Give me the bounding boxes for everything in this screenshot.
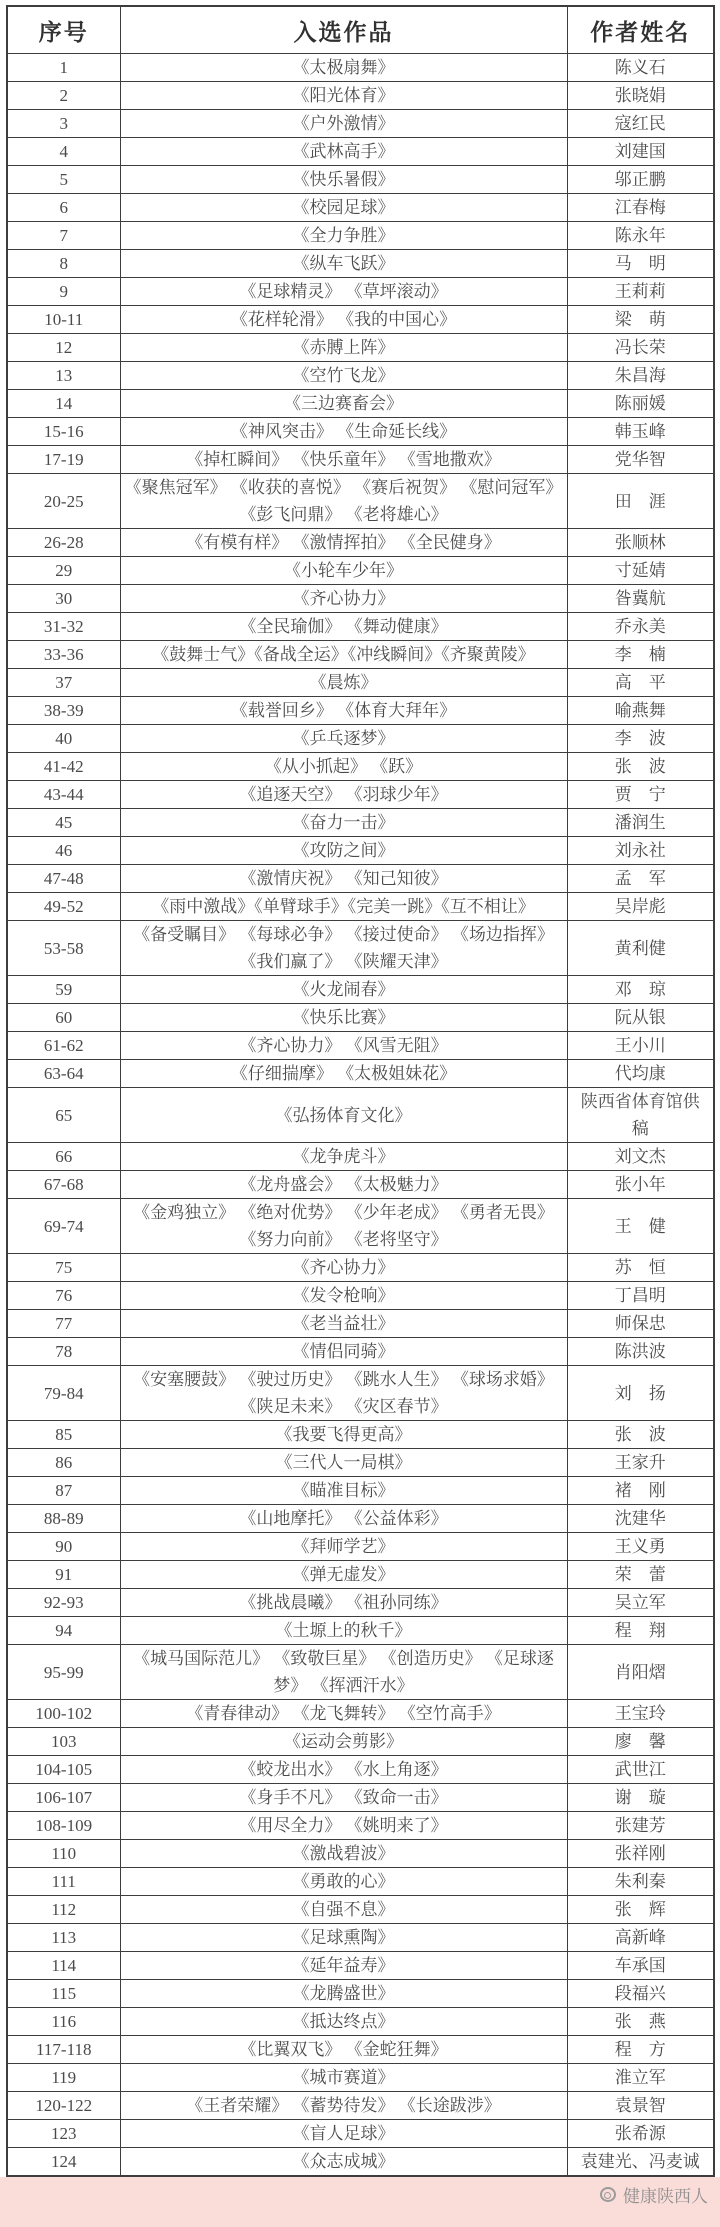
table-row	[7, 1868, 714, 1896]
table-row	[7, 1449, 714, 1477]
cell-no: 41-42	[7, 753, 120, 781]
cell-works: 《雨中激战》《单臂球手》《完美一跳》《互不相让》	[120, 893, 567, 921]
cell-works: 《足球熏陶》	[120, 1924, 567, 1952]
cell-works: 《有模有样》 《激情挥拍》 《全民健身》	[120, 529, 567, 557]
cell-no: 95-99	[7, 1645, 120, 1700]
cell-no: 9	[7, 278, 120, 306]
cell-author: 肖阳熠	[567, 1645, 714, 1700]
table-row	[7, 1199, 714, 1254]
cell-works: 《弹无虚发》	[120, 1561, 567, 1589]
cell-no: 45	[7, 809, 120, 837]
cell-no: 114	[7, 1952, 120, 1980]
table-row	[7, 1338, 714, 1366]
cell-no: 17-19	[7, 446, 120, 474]
cell-works: 《三边赛畜会》	[120, 390, 567, 418]
cell-works: 《激情庆祝》 《知己知彼》	[120, 865, 567, 893]
cell-no: 103	[7, 1728, 120, 1756]
cell-works: 《快乐暑假》	[120, 166, 567, 194]
table-row	[7, 2120, 714, 2148]
table-row	[7, 529, 714, 557]
cell-author: 谢 璇	[567, 1784, 714, 1812]
cell-no: 115	[7, 1980, 120, 2008]
cell-author: 刘永社	[567, 837, 714, 865]
cell-author: 冯长荣	[567, 334, 714, 362]
cell-no: 92-93	[7, 1589, 120, 1617]
table-row	[7, 1784, 714, 1812]
cell-author: 张晓娟	[567, 82, 714, 110]
cell-no: 26-28	[7, 529, 120, 557]
cell-no: 104-105	[7, 1756, 120, 1784]
cell-works: 《太极扇舞》	[120, 54, 567, 82]
cell-author: 梁 萌	[567, 306, 714, 334]
table-row	[7, 1088, 714, 1143]
cell-author: 陈丽媛	[567, 390, 714, 418]
cell-no: 69-74	[7, 1199, 120, 1254]
cell-no: 111	[7, 1868, 120, 1896]
cell-works: 《自强不息》	[120, 1896, 567, 1924]
table-row	[7, 278, 714, 306]
cell-no: 12	[7, 334, 120, 362]
table-row	[7, 1421, 714, 1449]
cell-no: 66	[7, 1143, 120, 1171]
cell-author: 高新峰	[567, 1924, 714, 1952]
table-row	[7, 781, 714, 809]
cell-author: 陈洪波	[567, 1338, 714, 1366]
table-row	[7, 446, 714, 474]
table-row	[7, 1561, 714, 1589]
cell-no: 67-68	[7, 1171, 120, 1199]
cell-no: 46	[7, 837, 120, 865]
cell-works: 《挑战晨曦》 《祖孙同练》	[120, 1589, 567, 1617]
table-row	[7, 2064, 714, 2092]
cell-no: 94	[7, 1617, 120, 1645]
cell-no: 6	[7, 194, 120, 222]
cell-no: 10-11	[7, 306, 120, 334]
cell-author: 代均康	[567, 1060, 714, 1088]
table-row	[7, 1980, 714, 2008]
cell-author: 刘 扬	[567, 1366, 714, 1421]
table-row	[7, 1310, 714, 1338]
cell-no: 106-107	[7, 1784, 120, 1812]
cell-works: 《三代人一局棋》	[120, 1449, 567, 1477]
cell-no: 8	[7, 250, 120, 278]
cell-no: 2	[7, 82, 120, 110]
cell-works: 《用尽全力》 《姚明来了》	[120, 1812, 567, 1840]
col-header-selected-works: 入选作品	[120, 6, 567, 54]
cell-no: 20-25	[7, 474, 120, 529]
cell-works: 《空竹飞龙》	[120, 362, 567, 390]
cell-author: 朱利秦	[567, 1868, 714, 1896]
cell-author: 寇红民	[567, 110, 714, 138]
cell-no: 85	[7, 1421, 120, 1449]
cell-works: 《城市赛道》	[120, 2064, 567, 2092]
cell-author: 乔永美	[567, 613, 714, 641]
cell-author: 王宝玲	[567, 1700, 714, 1728]
cell-no: 29	[7, 557, 120, 585]
cell-author: 苏 恒	[567, 1254, 714, 1282]
table-row	[7, 2148, 714, 2177]
cell-author: 张 波	[567, 753, 714, 781]
table-row	[7, 250, 714, 278]
table-row	[7, 1171, 714, 1199]
cell-works: 《龙舟盛会》 《太极魅力》	[120, 1171, 567, 1199]
table-row	[7, 1533, 714, 1561]
cell-no: 91	[7, 1561, 120, 1589]
cell-author: 昝冀航	[567, 585, 714, 613]
cell-author: 张小年	[567, 1171, 714, 1199]
table-row	[7, 1060, 714, 1088]
table-row	[7, 976, 714, 1004]
cell-no: 100-102	[7, 1700, 120, 1728]
table-row	[7, 110, 714, 138]
cell-author: 贾 宁	[567, 781, 714, 809]
cell-author: 段福兴	[567, 1980, 714, 2008]
cell-author: 张祥刚	[567, 1840, 714, 1868]
table-row	[7, 1254, 714, 1282]
table-row	[7, 1617, 714, 1645]
cell-author: 张 辉	[567, 1896, 714, 1924]
cell-no: 119	[7, 2064, 120, 2092]
cell-no: 3	[7, 110, 120, 138]
cell-works: 《蛟龙出水》 《水上角逐》	[120, 1756, 567, 1784]
cell-author: 朱昌海	[567, 362, 714, 390]
cell-author: 陈永年	[567, 222, 714, 250]
table-row	[7, 865, 714, 893]
cell-no: 123	[7, 2120, 120, 2148]
table-row	[7, 837, 714, 865]
selected-works-table	[6, 5, 715, 2177]
table-row	[7, 1700, 714, 1728]
cell-no: 120-122	[7, 2092, 120, 2120]
cell-no: 113	[7, 1924, 120, 1952]
cell-works: 《鼓舞士气》《备战全运》《冲线瞬间》《齐聚黄陵》	[120, 641, 567, 669]
table-row	[7, 194, 714, 222]
cell-no: 33-36	[7, 641, 120, 669]
cell-author: 寸延婧	[567, 557, 714, 585]
cell-author: 江春梅	[567, 194, 714, 222]
cell-author: 淮立军	[567, 2064, 714, 2092]
cell-works: 《攻防之间》	[120, 837, 567, 865]
cell-author: 武世江	[567, 1756, 714, 1784]
table-row	[7, 1812, 714, 1840]
cell-works: 《龙腾盛世》	[120, 1980, 567, 2008]
col-header-author-name: 作者姓名	[567, 6, 714, 54]
cell-works: 《王者荣耀》 《蓄势待发》 《长途跋涉》	[120, 2092, 567, 2120]
cell-author: 李 波	[567, 725, 714, 753]
watermark-text: 健康陕西人	[623, 2187, 708, 2206]
cell-works: 《老当益壮》	[120, 1310, 567, 1338]
cell-works: 《发令枪响》	[120, 1282, 567, 1310]
cell-no: 117-118	[7, 2036, 120, 2064]
cell-author: 荣 蕾	[567, 1561, 714, 1589]
account-logo-icon	[600, 2187, 616, 2202]
cell-author: 张希源	[567, 2120, 714, 2148]
cell-author: 程 方	[567, 2036, 714, 2064]
cell-works: 《弘扬体育文化》	[120, 1088, 567, 1143]
cell-works: 《奋力一击》	[120, 809, 567, 837]
cell-no: 88-89	[7, 1505, 120, 1533]
cell-no: 59	[7, 976, 120, 1004]
cell-no: 65	[7, 1088, 120, 1143]
cell-author: 袁建光、冯麦诚	[567, 2148, 714, 2177]
cell-author: 阮从银	[567, 1004, 714, 1032]
watermark	[600, 2182, 708, 2207]
cell-works: 《齐心协力》	[120, 585, 567, 613]
table-header	[7, 6, 714, 54]
cell-author: 潘润生	[567, 809, 714, 837]
cell-no: 86	[7, 1449, 120, 1477]
cell-works: 《载誉回乡》 《体育大拜年》	[120, 697, 567, 725]
table-row	[7, 138, 714, 166]
table-row	[7, 2092, 714, 2120]
cell-no: 87	[7, 1477, 120, 1505]
cell-author: 张建芳	[567, 1812, 714, 1840]
cell-author: 陕西省体育馆供稿	[567, 1088, 714, 1143]
table-row	[7, 753, 714, 781]
cell-no: 90	[7, 1533, 120, 1561]
cell-works: 《备受瞩目》 《每球必争》 《接过使命》 《场边指挥》 《我们赢了》 《陕耀天津》	[120, 921, 567, 976]
cell-author: 吴立军	[567, 1589, 714, 1617]
cell-author: 师保忠	[567, 1310, 714, 1338]
cell-author: 张顺林	[567, 529, 714, 557]
cell-works: 《城马国际范儿》 《致敬巨星》 《创造历史》 《足球逐梦》 《挥洒汗水》	[120, 1645, 567, 1700]
cell-no: 112	[7, 1896, 120, 1924]
cell-author: 韩玉峰	[567, 418, 714, 446]
cell-works: 《安塞腰鼓》 《驶过历史》 《跳水人生》 《球场求婚》 《陕足未来》 《灾区春节》	[120, 1366, 567, 1421]
cell-no: 79-84	[7, 1366, 120, 1421]
cell-author: 邓 琼	[567, 976, 714, 1004]
table-row	[7, 725, 714, 753]
cell-works: 《龙争虎斗》	[120, 1143, 567, 1171]
table-row	[7, 1645, 714, 1700]
cell-works: 《赤膊上阵》	[120, 334, 567, 362]
table-row	[7, 390, 714, 418]
table-row	[7, 418, 714, 446]
table-row	[7, 613, 714, 641]
table-row	[7, 1032, 714, 1060]
cell-no: 110	[7, 1840, 120, 1868]
cell-works: 《瞄准目标》	[120, 1477, 567, 1505]
cell-works: 《仔细揣摩》 《太极姐妹花》	[120, 1060, 567, 1088]
cell-author: 党华智	[567, 446, 714, 474]
cell-author: 黄利健	[567, 921, 714, 976]
cell-no: 47-48	[7, 865, 120, 893]
cell-no: 40	[7, 725, 120, 753]
table-row	[7, 1477, 714, 1505]
cell-works: 《勇敢的心》	[120, 1868, 567, 1896]
table-row	[7, 809, 714, 837]
cell-author: 吴岸彪	[567, 893, 714, 921]
cell-author: 喻燕舞	[567, 697, 714, 725]
cell-no: 37	[7, 669, 120, 697]
table-row	[7, 1840, 714, 1868]
table-row	[7, 1896, 714, 1924]
table-row	[7, 1924, 714, 1952]
table-row	[7, 669, 714, 697]
table-row	[7, 1282, 714, 1310]
table-row	[7, 1756, 714, 1784]
table-row	[7, 82, 714, 110]
cell-no: 4	[7, 138, 120, 166]
cell-no: 49-52	[7, 893, 120, 921]
cell-works: 《校园足球》	[120, 194, 567, 222]
cell-no: 1	[7, 54, 120, 82]
cell-works: 《土塬上的秋千》	[120, 1617, 567, 1645]
table-row	[7, 2008, 714, 2036]
cell-works: 《延年益寿》	[120, 1952, 567, 1980]
cell-author: 程 翔	[567, 1617, 714, 1645]
table-row	[7, 585, 714, 613]
cell-no: 31-32	[7, 613, 120, 641]
table-row	[7, 334, 714, 362]
cell-no: 77	[7, 1310, 120, 1338]
cell-works: 《晨炼》	[120, 669, 567, 697]
cell-works: 《小轮车少年》	[120, 557, 567, 585]
cell-works: 《全力争胜》	[120, 222, 567, 250]
cell-works: 《山地摩托》 《公益体彩》	[120, 1505, 567, 1533]
cell-works: 《火龙闹春》	[120, 976, 567, 1004]
cell-no: 5	[7, 166, 120, 194]
cell-no: 43-44	[7, 781, 120, 809]
cell-author: 丁昌明	[567, 1282, 714, 1310]
cell-works: 《聚焦冠军》 《收获的喜悦》 《赛后祝贺》 《慰问冠军》 《彭飞问鼎》 《老将雄心》	[120, 474, 567, 529]
table-row	[7, 893, 714, 921]
cell-no: 60	[7, 1004, 120, 1032]
header-row	[7, 6, 714, 54]
cell-no: 30	[7, 585, 120, 613]
cell-works: 《追逐天空》 《羽球少年》	[120, 781, 567, 809]
cell-author: 王义勇	[567, 1533, 714, 1561]
table-row	[7, 697, 714, 725]
cell-author: 田 涯	[567, 474, 714, 529]
cell-works: 《花样轮滑》 《我的中国心》	[120, 306, 567, 334]
cell-no: 7	[7, 222, 120, 250]
footer-strip	[0, 2177, 720, 2227]
cell-no: 15-16	[7, 418, 120, 446]
cell-no: 116	[7, 2008, 120, 2036]
cell-works: 《纵车飞跃》	[120, 250, 567, 278]
cell-no: 38-39	[7, 697, 120, 725]
cell-no: 13	[7, 362, 120, 390]
cell-author: 袁景智	[567, 2092, 714, 2120]
cell-works: 《拜师学艺》	[120, 1533, 567, 1561]
table-body	[7, 54, 714, 2177]
table-row	[7, 2036, 714, 2064]
table-row	[7, 1589, 714, 1617]
cell-author: 刘文杰	[567, 1143, 714, 1171]
cell-author: 陈义石	[567, 54, 714, 82]
cell-works: 《武林高手》	[120, 138, 567, 166]
cell-author: 廖 馨	[567, 1728, 714, 1756]
table-row	[7, 166, 714, 194]
cell-works: 《激战碧波》	[120, 1840, 567, 1868]
cell-works: 《金鸡独立》 《绝对优势》 《少年老成》 《勇者无畏》 《努力向前》 《老将坚守》	[120, 1199, 567, 1254]
cell-no: 76	[7, 1282, 120, 1310]
cell-works: 《快乐比赛》	[120, 1004, 567, 1032]
table-row	[7, 1143, 714, 1171]
table-row	[7, 557, 714, 585]
cell-author: 孟 军	[567, 865, 714, 893]
cell-author: 高 平	[567, 669, 714, 697]
col-header-serial-number: 序号	[7, 6, 120, 54]
cell-no: 78	[7, 1338, 120, 1366]
table-row	[7, 306, 714, 334]
cell-works: 《阳光体育》	[120, 82, 567, 110]
cell-works: 《足球精灵》 《草坪滚动》	[120, 278, 567, 306]
cell-author: 马 明	[567, 250, 714, 278]
cell-works: 《户外激情》	[120, 110, 567, 138]
table-row	[7, 641, 714, 669]
cell-works: 《身手不凡》 《致命一击》	[120, 1784, 567, 1812]
table-row	[7, 921, 714, 976]
cell-works: 《齐心协力》	[120, 1254, 567, 1282]
table-row	[7, 1728, 714, 1756]
cell-works: 《青春律动》 《龙飞舞转》 《空竹高手》	[120, 1700, 567, 1728]
cell-no: 63-64	[7, 1060, 120, 1088]
table-row	[7, 1366, 714, 1421]
cell-works: 《掉杠瞬间》 《快乐童年》 《雪地撒欢》	[120, 446, 567, 474]
cell-author: 车承国	[567, 1952, 714, 1980]
cell-works: 《齐心协力》 《风雪无阻》	[120, 1032, 567, 1060]
cell-author: 王莉莉	[567, 278, 714, 306]
cell-works: 《比翼双飞》 《金蛇狂舞》	[120, 2036, 567, 2064]
cell-author: 邬正鹏	[567, 166, 714, 194]
cell-works: 《从小抓起》 《跃》	[120, 753, 567, 781]
table-row	[7, 362, 714, 390]
cell-works: 《神风突击》 《生命延长线》	[120, 418, 567, 446]
table-row	[7, 54, 714, 82]
cell-no: 14	[7, 390, 120, 418]
cell-works: 《盲人足球》	[120, 2120, 567, 2148]
cell-author: 刘建国	[567, 138, 714, 166]
cell-author: 张 燕	[567, 2008, 714, 2036]
table-row	[7, 1505, 714, 1533]
cell-author: 张 波	[567, 1421, 714, 1449]
cell-works: 《我要飞得更高》	[120, 1421, 567, 1449]
cell-works: 《全民瑜伽》 《舞动健康》	[120, 613, 567, 641]
cell-author: 王家升	[567, 1449, 714, 1477]
cell-no: 108-109	[7, 1812, 120, 1840]
cell-author: 沈建华	[567, 1505, 714, 1533]
cell-no: 53-58	[7, 921, 120, 976]
cell-works: 《运动会剪影》	[120, 1728, 567, 1756]
table-row	[7, 222, 714, 250]
cell-author: 王小川	[567, 1032, 714, 1060]
table-row	[7, 474, 714, 529]
cell-no: 75	[7, 1254, 120, 1282]
cell-works: 《乒乓逐梦》	[120, 725, 567, 753]
cell-author: 王 健	[567, 1199, 714, 1254]
table-row	[7, 1952, 714, 1980]
table-row	[7, 1004, 714, 1032]
cell-author: 李 楠	[567, 641, 714, 669]
cell-works: 《众志成城》	[120, 2148, 567, 2177]
cell-works: 《抵达终点》	[120, 2008, 567, 2036]
cell-works: 《情侣同骑》	[120, 1338, 567, 1366]
cell-no: 124	[7, 2148, 120, 2177]
cell-author: 褚 刚	[567, 1477, 714, 1505]
cell-no: 61-62	[7, 1032, 120, 1060]
